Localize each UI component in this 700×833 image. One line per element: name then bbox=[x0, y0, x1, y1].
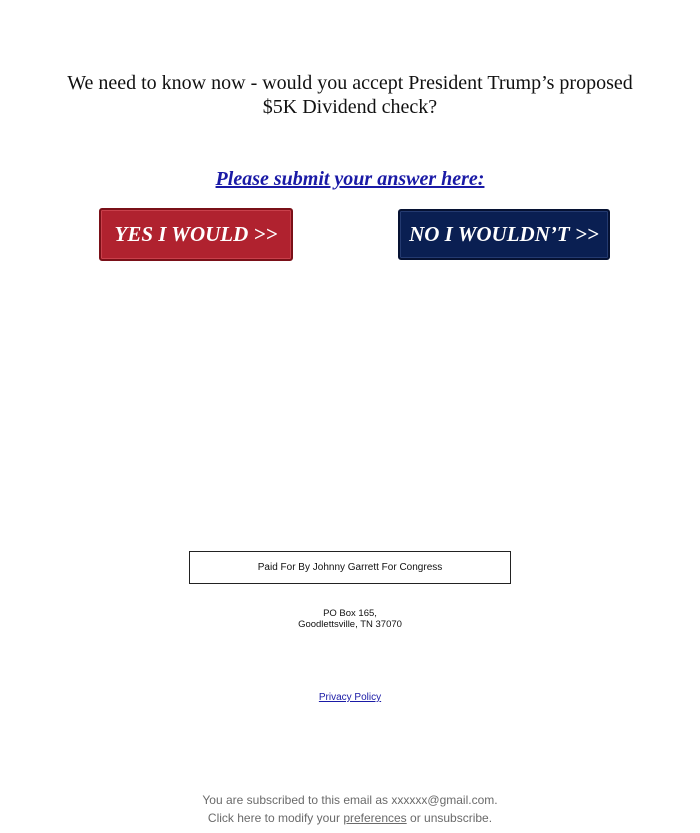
subscribed-prefix: You are subscribed to this email as bbox=[202, 793, 392, 807]
no-i-wouldnt-button[interactable]: NO I WOULDN’T >> bbox=[398, 209, 610, 260]
modify-text: to modify your bbox=[261, 811, 344, 825]
paid-for-text: Paid For By Johnny Garrett For Congress bbox=[257, 562, 443, 573]
privacy-policy-link[interactable]: Privacy Policy bbox=[318, 692, 382, 703]
unsubscribe-text: or unsubscribe. bbox=[406, 811, 493, 825]
subscription-footer bbox=[0, 791, 700, 827]
subscribed-line bbox=[0, 791, 700, 809]
preferences-line bbox=[0, 809, 700, 827]
question-heading bbox=[50, 71, 650, 119]
question-line-2: $5K Dividend check? bbox=[262, 96, 438, 118]
subscribed-suffix: . bbox=[494, 793, 498, 807]
address-line-1: PO Box 165, bbox=[323, 608, 377, 619]
address-line-2: Goodlettsville, TN 37070 bbox=[298, 619, 402, 630]
preferences-link[interactable]: preferences bbox=[343, 811, 407, 825]
submit-answer-link[interactable]: Please submit your answer here: bbox=[215, 168, 485, 190]
mailing-address bbox=[0, 608, 700, 630]
privacy-section bbox=[0, 692, 700, 703]
yes-i-would-button[interactable]: YES I WOULD >> bbox=[99, 208, 293, 261]
subscriber-email: xxxxxx@gmail.com bbox=[391, 793, 495, 807]
click-here-link[interactable]: Click here bbox=[207, 811, 262, 825]
question-line-1: We need to know now - would you accept President Trump’s proposed bbox=[67, 72, 633, 94]
paid-for-disclaimer bbox=[189, 551, 511, 584]
